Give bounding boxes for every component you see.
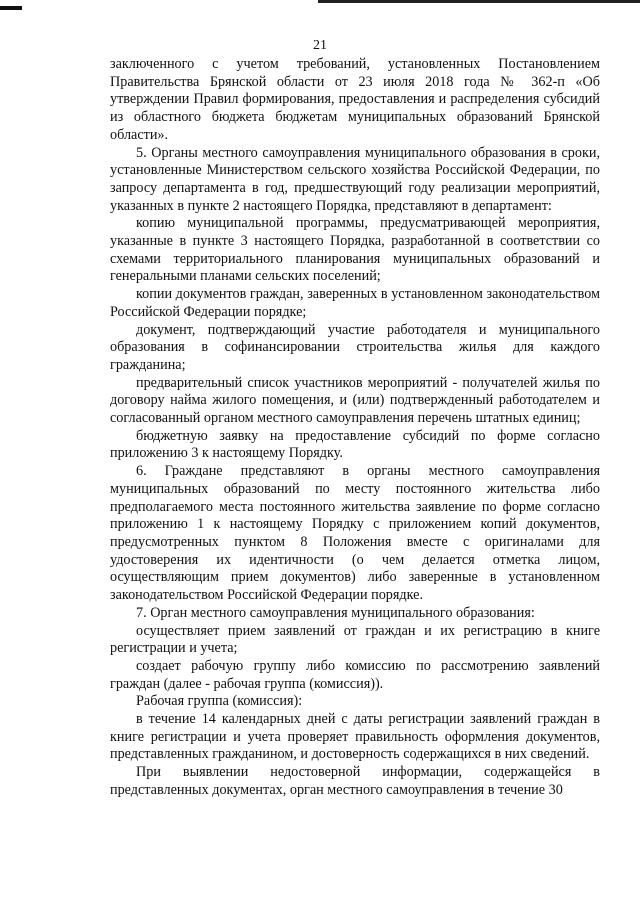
paragraph: осуществляет прием заявлений от граждан и их регистрацию в книге регистрации и учета;	[110, 622, 600, 657]
paragraph: создает рабочую группу либо комиссию по рассмотрению заявлений граждан (далее - рабочая группа (комиссия)).	[110, 657, 600, 692]
scan-edge-mark	[318, 0, 640, 3]
scan-edge-mark	[0, 6, 22, 10]
paragraph: 7. Орган местного самоуправления муниципального образования:	[136, 604, 535, 621]
paragraph: предварительный список участников мероприятий - получателей жилья по договору найма жилого помещения, и (или) подтвержденный работодателем и согласованный органом местного самоуправления перечень штатных единиц;	[110, 374, 600, 427]
paragraph: 6. Граждане представляют в органы местного самоуправления муниципальных образований по месту постоянного жительства либо предполагаемого места постоянного жительства заявление по форме согласно приложению 1 к настоящему Порядку с приложением копий документов, предусмотренных пунктом 8 Положения вместе с оригиналами для удостоверения их идентичности (о чем делается отметка лицом, осуществляющим прием документов) либо заверенные в установленном законодательством Российской Федерации порядке.	[110, 463, 600, 604]
paragraph: копию муниципальной программы, предусматривающей мероприятия, указанные в пункте 3 настоящего Порядка, разработанной в соответствии со схемами территориального планирования муниципальных образований и генеральными планами сельских поселений;	[110, 215, 600, 285]
paragraph: в течение 14 календарных дней с даты регистрации заявлений граждан в книге регистрации и учета проверяет правильность оформления документов, представленных гражданином, и достоверность содержащихся в них сведений.	[110, 711, 600, 763]
paragraph: При выявлении недостоверной информации, содержащейся в представленных документах, орган местного самоуправления в течение 30	[110, 764, 600, 798]
paragraph: бюджетную заявку на предоставление субсидий по форме согласно приложению 3 к настоящему Порядку.	[110, 427, 600, 462]
paragraph: заключенного с учетом требований, установленных Постановлением Правительства Брянской области от 23 июля 2018 года № 362-п «Об утверждении Правил формирования, предоставления и распределения субсидий из областного бюджета бюджетам муниципальных образований Брянской области».	[110, 56, 600, 143]
page-number: 21	[313, 38, 327, 53]
paragraph: документ, подтверждающий участие работодателя и муниципального образования в софинансировании строительства жилья для каждого гражданина;	[110, 321, 600, 373]
paragraph: копии документов граждан, заверенных в установленном законодательством Российской Федерации порядке;	[110, 286, 600, 320]
paragraph: Рабочая группа (комиссия):	[136, 693, 303, 710]
paragraph: 5. Органы местного самоуправления муниципального образования в сроки, установленные Министерством сельского хозяйства Российской Федерации, по запросу департамента в год, предшествующий году реализации мероприятий, указанных в пункте 2 настоящего Порядка, представляют в департамент:	[110, 144, 600, 214]
document-body	[110, 56, 600, 800]
